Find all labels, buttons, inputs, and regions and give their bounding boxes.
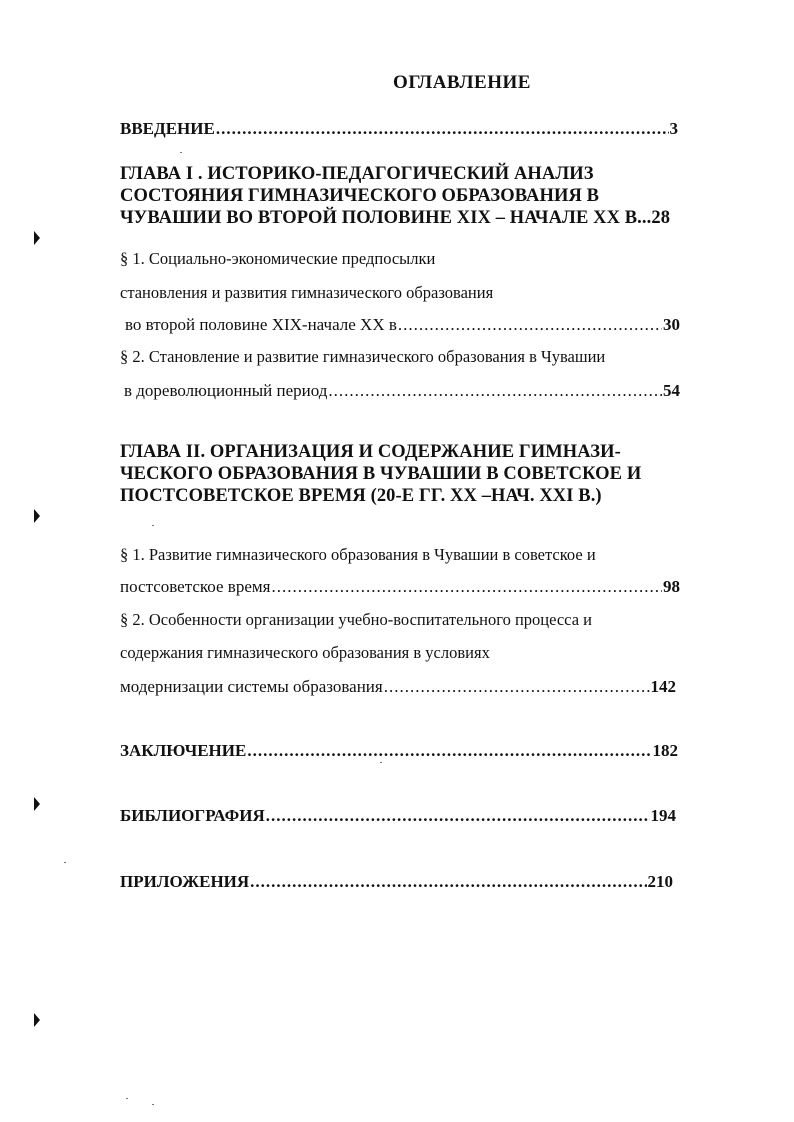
toc-entry-page: 182 — [652, 741, 678, 760]
page-title: ОГЛАВЛЕНИЕ — [393, 72, 531, 93]
section-line: в дореволюционный период — [124, 381, 328, 400]
section-line: постсоветское время — [120, 577, 271, 596]
binding-mark-icon — [34, 1013, 40, 1027]
chapter-heading-line: ГЛАВА I . ИСТОРИКО-ПЕДАГОГИЧЕСКИЙ АНАЛИЗ — [120, 164, 594, 184]
binding-mark-icon — [34, 797, 40, 811]
dot-leader — [250, 871, 646, 893]
chapter-heading-line: ЧУВАШИИ ВО ВТОРОЙ ПОЛОВИНЕ XIX – НАЧАЛЕ XX В... — [120, 208, 652, 228]
binding-mark-icon — [34, 509, 40, 523]
section-page: 142 — [650, 677, 676, 696]
chapter-heading-line: СОСТОЯНИЯ ГИМНАЗИЧЕСКОГО ОБРАЗОВАНИЯ В — [120, 186, 600, 206]
section-line: § 2. Особенности организации учебно-воспитательного процесса и — [120, 610, 592, 629]
section-line: становления и развития гимназического образования — [120, 283, 494, 302]
chapter-1-heading — [120, 163, 680, 229]
chapter-heading-line: ПОСТСОВЕТСКОЕ ВРЕМЯ (20-Е ГГ. XX –НАЧ. XXI В.) — [120, 486, 602, 506]
dot-leader — [216, 118, 669, 140]
dot-leader — [384, 676, 650, 698]
dot-leader — [398, 314, 662, 336]
toc-entry-label: ПРИЛОЖЕНИЯ — [120, 872, 250, 891]
toc-entry-label: БИБЛИОГРАФИЯ — [120, 806, 265, 825]
toc-entry-page: 194 — [650, 806, 676, 825]
scan-speck — [126, 1098, 128, 1099]
toc-entry-label: ВВЕДЕНИЕ — [120, 119, 215, 138]
scan-speck — [152, 1104, 154, 1105]
section-page: 98 — [663, 577, 680, 596]
section-line: содержания гимназического образования в условиях — [120, 643, 490, 662]
dot-leader — [271, 576, 662, 598]
toc-entry-ch1-s2 — [124, 380, 680, 402]
section-page: 54 — [663, 381, 680, 400]
toc-entry-introduction — [120, 118, 678, 140]
toc-entry-conclusion — [120, 740, 678, 762]
scan-speck — [152, 525, 154, 526]
chapter-page: 28 — [651, 208, 671, 228]
chapter-2-heading — [120, 441, 680, 507]
binding-mark-icon — [34, 231, 40, 245]
toc-entry-page: 3 — [669, 119, 678, 138]
scan-speck — [380, 762, 382, 763]
chapter-heading-line: ЧЕСКОГО ОБРАЗОВАНИЯ В ЧУВАШИИ В СОВЕТСКОЕ И — [120, 464, 642, 484]
section-line: модернизации системы образования — [120, 677, 383, 696]
dot-leader — [328, 380, 662, 402]
scan-speck — [180, 152, 182, 153]
toc-entry-bibliography — [120, 805, 676, 827]
section-page: 30 — [663, 315, 680, 334]
toc-entry-label: ЗАКЛЮЧЕНИЕ — [120, 741, 247, 760]
toc-entry-page: 210 — [647, 872, 673, 891]
section-line: § 1. Развитие гимназического образования в Чувашии в советское и — [120, 545, 596, 564]
section-line: § 2. Становление и развитие гимназического образования в Чувашии — [120, 347, 606, 366]
section-line: во второй половине XIX-начале XX в — [125, 315, 397, 334]
scan-speck — [64, 862, 66, 863]
dot-leader — [266, 805, 650, 827]
section-line: § 1. Социально-экономические предпосылки — [120, 249, 436, 268]
toc-entry-ch1-s1 — [125, 314, 680, 336]
toc-entry-ch2-s1 — [120, 576, 680, 598]
chapter-heading-line: ГЛАВА II. ОРГАНИЗАЦИЯ И СОДЕРЖАНИЕ ГИМНАЗИ- — [120, 442, 621, 462]
toc-entry-appendices — [120, 871, 673, 893]
toc-entry-ch2-s2 — [120, 676, 676, 698]
dot-leader — [247, 740, 651, 762]
